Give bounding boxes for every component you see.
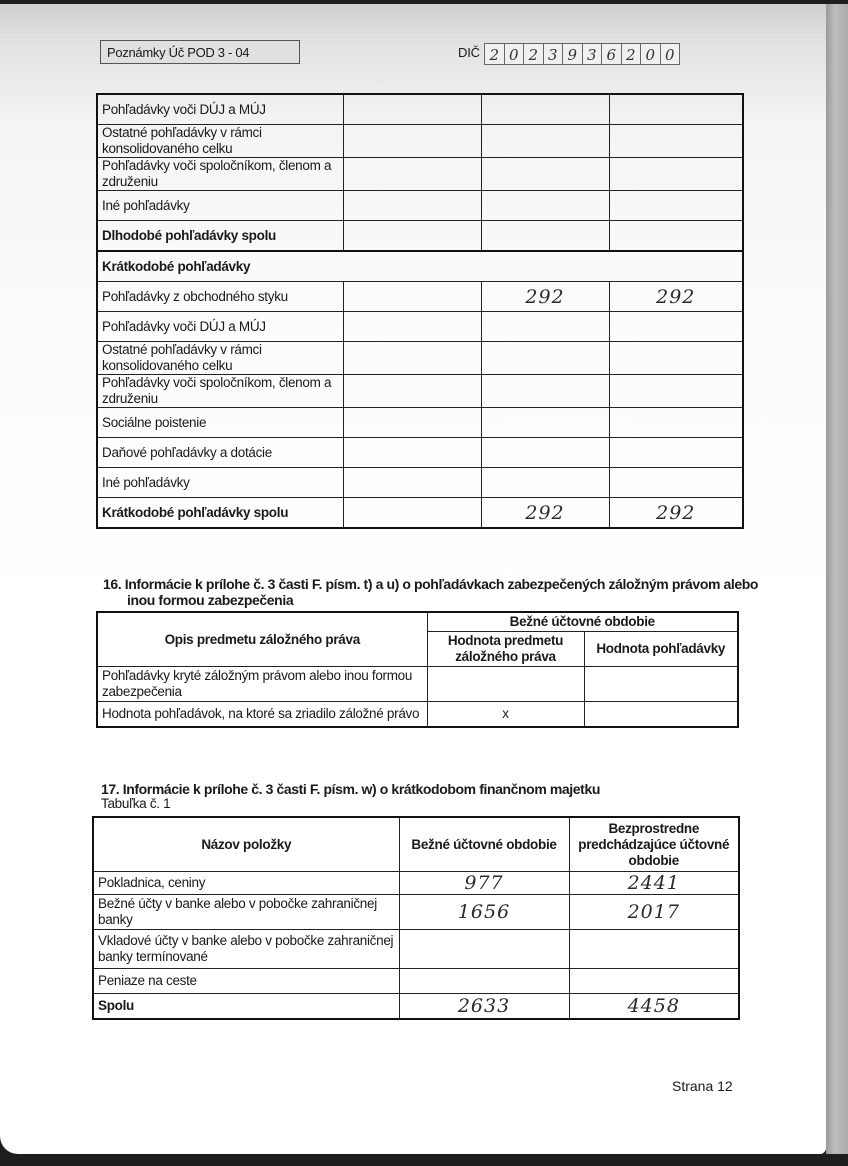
cell-value bbox=[609, 408, 743, 438]
financial-assets-table bbox=[92, 816, 740, 1020]
cell-value: 977 bbox=[399, 872, 569, 895]
cell-value bbox=[399, 930, 569, 969]
cell-value bbox=[481, 375, 609, 408]
table-row bbox=[97, 702, 738, 728]
cell-value bbox=[569, 969, 739, 994]
col-header-description: Opis predmetu záložného práva bbox=[97, 612, 427, 667]
row-label: Daňové pohľadávky a dotácie bbox=[97, 438, 343, 468]
table-row bbox=[97, 191, 743, 221]
cell-value: 292 bbox=[481, 282, 609, 312]
total-row bbox=[93, 994, 739, 1020]
cell-value: 292 bbox=[609, 498, 743, 529]
table-label: Tabuľka č. 1 bbox=[101, 796, 171, 811]
table-row bbox=[93, 930, 739, 969]
cell-value bbox=[343, 468, 481, 498]
cell-value bbox=[481, 408, 609, 438]
cell-value bbox=[609, 342, 743, 375]
cell-value bbox=[481, 191, 609, 221]
cell-value bbox=[481, 94, 609, 125]
cell-value: 2441 bbox=[569, 872, 739, 895]
cell-value bbox=[427, 667, 584, 702]
row-label: Spolu bbox=[93, 994, 399, 1020]
receivables-table bbox=[96, 93, 744, 529]
cell-value bbox=[343, 312, 481, 342]
total-row bbox=[97, 221, 743, 252]
table-row bbox=[97, 94, 743, 125]
cell-value bbox=[481, 125, 609, 158]
row-label: Ostatné pohľadávky v rámci konsolidovaného celku bbox=[97, 342, 343, 375]
table-row bbox=[97, 468, 743, 498]
cell-value: 1656 bbox=[399, 895, 569, 930]
dic-digit: 0 bbox=[641, 43, 661, 65]
section-heading-row bbox=[97, 251, 743, 282]
collateral-table bbox=[96, 611, 739, 728]
cell-value bbox=[481, 438, 609, 468]
table-row bbox=[97, 282, 743, 312]
cell-value bbox=[481, 468, 609, 498]
page-number: Strana 12 bbox=[672, 1078, 733, 1094]
dic-digit: 3 bbox=[583, 43, 603, 65]
cell-value bbox=[609, 158, 743, 191]
cell-value bbox=[343, 498, 481, 529]
dic-digit: 2 bbox=[524, 43, 544, 65]
cell-value bbox=[399, 969, 569, 994]
dic-digit: 2 bbox=[485, 43, 505, 65]
col-header-previous: Bezprostredne predchádzajúce účtovné obdobie bbox=[569, 817, 739, 872]
row-label: Pohľadávky kryté záložným právom alebo inou formou zabezpečenia bbox=[97, 667, 427, 702]
row-label: Pohľadávky voči DÚJ a MÚJ bbox=[97, 312, 343, 342]
row-label: Pohľadávky voči spoločníkom, členom a združeniu bbox=[97, 375, 343, 408]
document-page bbox=[0, 4, 826, 1154]
section-heading: Krátkodobé pohľadávky bbox=[97, 251, 743, 282]
cell-value: 2017 bbox=[569, 895, 739, 930]
cell-value bbox=[584, 702, 738, 728]
cell-value: 4458 bbox=[569, 994, 739, 1020]
cell-value bbox=[609, 125, 743, 158]
col-header-value-subject: Hodnota predmetu záložného práva bbox=[427, 632, 584, 667]
dic-digit: 6 bbox=[602, 43, 622, 65]
dic-digit: 0 bbox=[505, 43, 525, 65]
cell-value bbox=[343, 158, 481, 191]
table-row bbox=[97, 438, 743, 468]
col-header-value-receivable: Hodnota pohľadávky bbox=[584, 632, 738, 667]
row-label: Bežné účty v banke alebo v pobočke zahraničnej banky bbox=[93, 895, 399, 930]
table-row bbox=[93, 969, 739, 994]
cell-value: 2633 bbox=[399, 994, 569, 1020]
dic-digit: 2 bbox=[622, 43, 642, 65]
cell-value bbox=[343, 438, 481, 468]
cell-value bbox=[481, 342, 609, 375]
row-label: Vkladové účty v banke alebo v pobočke zahraničnej banky termínované bbox=[93, 930, 399, 969]
cell-value bbox=[609, 375, 743, 408]
table-row bbox=[97, 408, 743, 438]
table-row bbox=[97, 342, 743, 375]
row-label: Iné pohľadávky bbox=[97, 468, 343, 498]
table-row bbox=[93, 872, 739, 895]
cell-value bbox=[343, 408, 481, 438]
table-row bbox=[97, 312, 743, 342]
table-row bbox=[97, 125, 743, 158]
cell-value bbox=[481, 158, 609, 191]
page-edge bbox=[826, 4, 848, 1154]
header-row bbox=[93, 817, 739, 872]
cell-value bbox=[343, 342, 481, 375]
cell-value bbox=[343, 94, 481, 125]
dic-digit: 9 bbox=[563, 43, 583, 65]
cell-value bbox=[609, 468, 743, 498]
cell-value bbox=[343, 221, 481, 252]
form-label: Poznámky Úč POD 3 - 04 bbox=[100, 40, 300, 64]
cell-value bbox=[343, 282, 481, 312]
section-16-title-cont: inou formou zabezpečenia bbox=[127, 592, 294, 608]
cell-value bbox=[584, 667, 738, 702]
section-17-title: 17. Informácie k prílohe č. 3 časti F. písm. w) o krátkodobom finančnom majetku bbox=[101, 781, 600, 797]
col-header-current: Bežné účtovné obdobie bbox=[399, 817, 569, 872]
cell-value: 292 bbox=[609, 282, 743, 312]
row-label: Iné pohľadávky bbox=[97, 191, 343, 221]
cell-value bbox=[609, 312, 743, 342]
table-row bbox=[97, 375, 743, 408]
row-label: Sociálne poistenie bbox=[97, 408, 343, 438]
cell-value bbox=[343, 191, 481, 221]
cell-value bbox=[481, 221, 609, 252]
cell-value bbox=[569, 930, 739, 969]
row-label: Hodnota pohľadávok, na ktoré sa zriadilo záložné právo bbox=[97, 702, 427, 728]
cell-value bbox=[609, 191, 743, 221]
section-16-title: 16. Informácie k prílohe č. 3 časti F. písm. t) a u) o pohľadávkach zabezpečených záložným právom alebo bbox=[103, 576, 759, 592]
cell-value bbox=[609, 438, 743, 468]
dic-digit: 3 bbox=[544, 43, 564, 65]
col-header-group: Bežné účtovné obdobie bbox=[427, 612, 738, 632]
row-label: Dlhodobé pohľadávky spolu bbox=[97, 221, 343, 252]
cell-value: x bbox=[427, 702, 584, 728]
table-row bbox=[93, 895, 739, 930]
header-row bbox=[97, 612, 738, 632]
row-label: Pokladnica, ceniny bbox=[93, 872, 399, 895]
cell-value bbox=[481, 312, 609, 342]
total-row bbox=[97, 498, 743, 529]
table-row bbox=[97, 667, 738, 702]
dic-digit: 0 bbox=[661, 43, 681, 65]
dic-label: DIČ bbox=[458, 45, 480, 60]
cell-value: 292 bbox=[481, 498, 609, 529]
row-label: Ostatné pohľadávky v rámci konsolidovaného celku bbox=[97, 125, 343, 158]
col-header-name: Názov položky bbox=[93, 817, 399, 872]
cell-value bbox=[343, 375, 481, 408]
row-label: Pohľadávky z obchodného styku bbox=[97, 282, 343, 312]
dic-field bbox=[484, 43, 680, 65]
row-label: Peniaze na ceste bbox=[93, 969, 399, 994]
cell-value bbox=[609, 94, 743, 125]
cell-value bbox=[343, 125, 481, 158]
row-label: Pohľadávky voči spoločníkom, členom a združeniu bbox=[97, 158, 343, 191]
row-label: Pohľadávky voči DÚJ a MÚJ bbox=[97, 94, 343, 125]
row-label: Krátkodobé pohľadávky spolu bbox=[97, 498, 343, 529]
cell-value bbox=[609, 221, 743, 252]
table-row bbox=[97, 158, 743, 191]
